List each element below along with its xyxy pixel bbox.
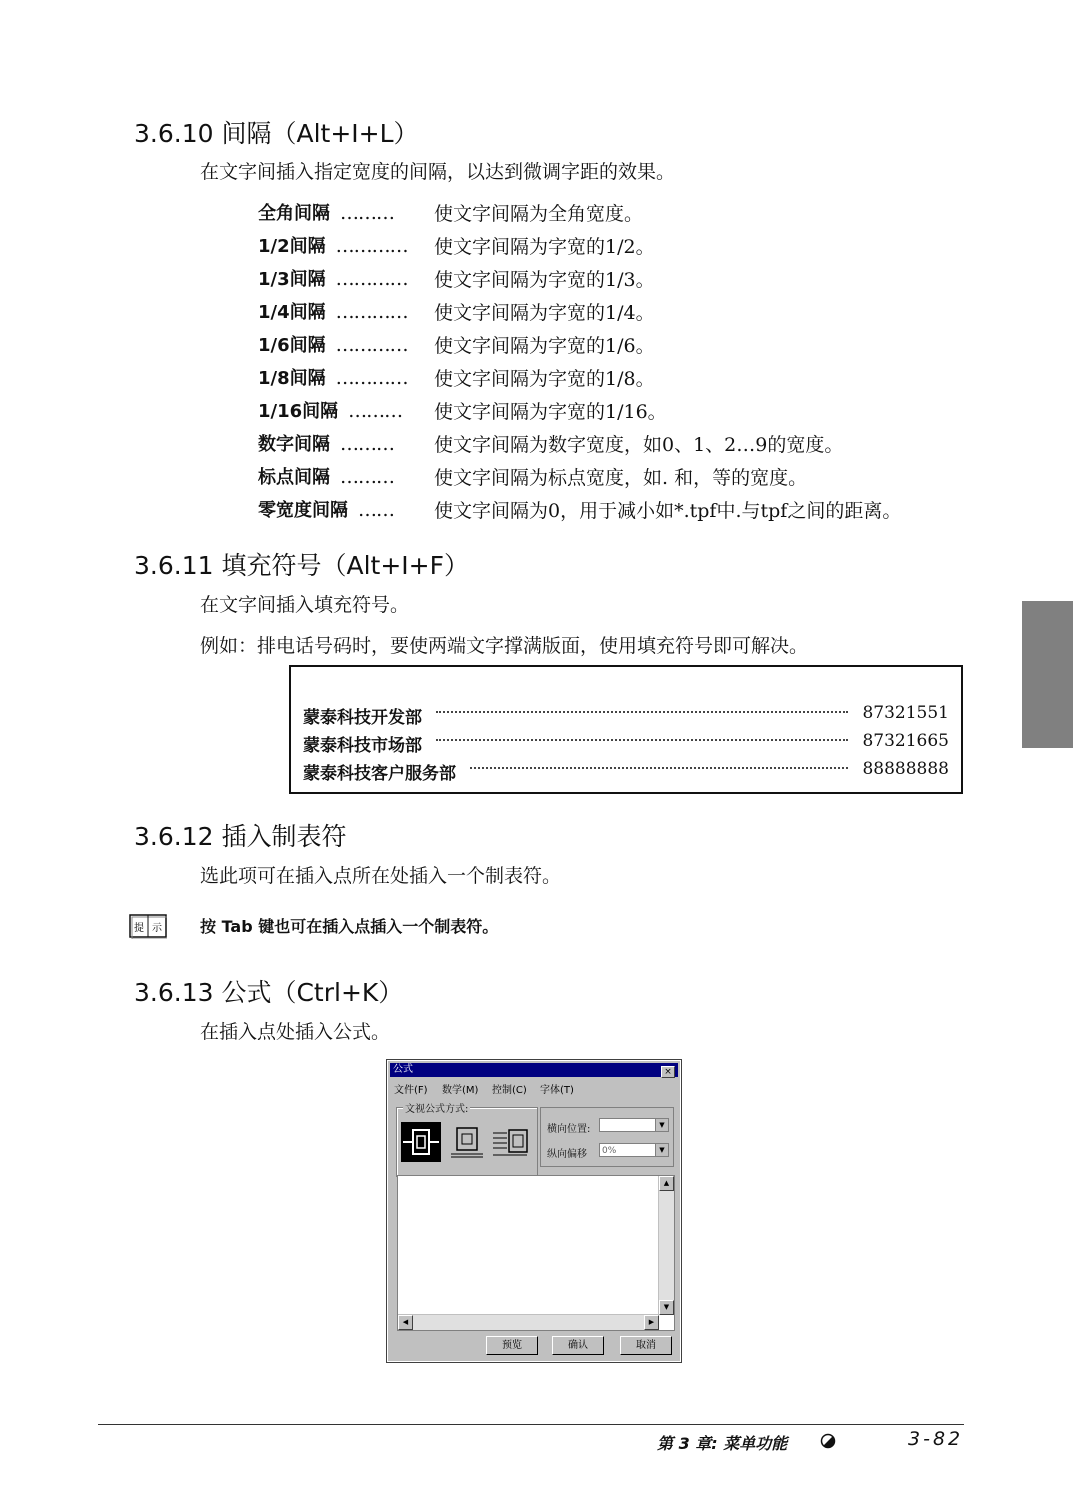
- definition-row: [258, 496, 902, 522]
- heading-3-6-13: 3.6.13 公式（Ctrl+K）: [134, 978, 404, 1007]
- preview-button[interactable]: 预览: [486, 1336, 538, 1355]
- formula-style-group: [396, 1104, 538, 1177]
- scroll-up-icon[interactable]: ▲: [659, 1176, 674, 1191]
- vertical-offset-value: 0%: [602, 1146, 617, 1156]
- fill-row: [303, 731, 949, 755]
- style-inline-icon[interactable]: [401, 1122, 441, 1162]
- tip-icon-char-1: 提: [134, 923, 144, 934]
- menu-control[interactable]: 控制(C): [492, 1085, 527, 1096]
- style-block-icon[interactable]: [447, 1122, 487, 1162]
- leader-dots: [436, 737, 848, 741]
- cancel-button[interactable]: 取消: [620, 1336, 672, 1355]
- position-group: [540, 1107, 674, 1167]
- dialog-title: 公式: [393, 1064, 413, 1075]
- footer-half-circle-icon: [820, 1433, 836, 1449]
- definition-leader-dots: …………: [335, 301, 408, 323]
- definition-row: [258, 331, 655, 357]
- chevron-down-icon[interactable]: ▼: [655, 1144, 668, 1156]
- definition-leader-dots: …………: [335, 268, 408, 290]
- intro-3-6-10: 在文字间插入指定宽度的间隔，以达到微调字距的效果。: [200, 161, 676, 183]
- phone-number: 87321665: [862, 731, 949, 751]
- definition-term: 1/6间隔: [258, 335, 326, 356]
- definition-leader-dots: ……: [358, 499, 394, 521]
- heading-3-6-12: 3.6.12 插入制表符: [134, 822, 347, 851]
- definition-term: 全角间隔: [258, 203, 330, 224]
- definition-term: 1/3间隔: [258, 269, 326, 290]
- definition-leader-dots: ………: [340, 466, 394, 488]
- definition-description: 使文字间隔为标点宽度，如. 和，等的宽度。: [434, 467, 808, 489]
- definition-term: 1/4间隔: [258, 302, 326, 323]
- phone-number: 87321551: [862, 703, 949, 723]
- paragraph-formula: 在插入点处插入公式。: [200, 1021, 391, 1043]
- definition-description: 使文字间隔为字宽的1/3。: [434, 269, 655, 291]
- scroll-down-icon[interactable]: ▼: [659, 1300, 674, 1315]
- leader-dots: [470, 765, 848, 769]
- horizontal-scrollbar[interactable]: [398, 1314, 659, 1330]
- definition-row: [258, 232, 655, 258]
- menu-file[interactable]: 文件(F): [394, 1085, 428, 1096]
- definition-leader-dots: …………: [335, 235, 408, 257]
- dialog-title-bar: [390, 1063, 678, 1077]
- definition-description: 使文字间隔为字宽的1/8。: [434, 368, 655, 390]
- paragraph-tab: 选此项可在插入点所在处插入一个制表符。: [200, 865, 562, 887]
- definition-description: 使文字间隔为全角宽度。: [434, 203, 644, 225]
- definition-description: 使文字间隔为字宽的1/16。: [434, 401, 667, 423]
- definition-leader-dots: ………: [340, 202, 394, 224]
- style-wrap-icon[interactable]: [491, 1122, 531, 1162]
- ok-button[interactable]: 确认: [552, 1336, 604, 1355]
- phone-number: 88888888: [862, 759, 949, 779]
- chapter-side-tab: [1022, 601, 1073, 748]
- footer-chapter: 第 3 章: 菜单功能: [657, 1434, 788, 1453]
- menu-math[interactable]: 数学(M): [442, 1085, 479, 1096]
- close-icon[interactable]: ×: [661, 1066, 675, 1078]
- horizontal-position-combo[interactable]: [599, 1118, 669, 1132]
- definition-leader-dots: ………: [348, 400, 403, 422]
- scroll-left-icon[interactable]: ◀: [398, 1315, 413, 1330]
- definition-term: 1/16间隔: [258, 401, 339, 422]
- fill-row: [303, 759, 949, 783]
- definition-row: [258, 298, 655, 324]
- definition-description: 使文字间隔为字宽的1/4。: [434, 302, 655, 324]
- definition-row: [258, 397, 667, 423]
- tip-text: 按 Tab 键也可在插入点插入一个制表符。: [200, 917, 499, 936]
- horizontal-position-label: 横向位置:: [547, 1124, 591, 1135]
- formula-editor-area[interactable]: [397, 1175, 675, 1331]
- definition-row: [258, 265, 655, 291]
- definition-row: [258, 463, 808, 489]
- definition-leader-dots: …………: [335, 334, 408, 356]
- definition-description: 使文字间隔为字宽的1/6。: [434, 335, 655, 357]
- fill-row: [303, 703, 949, 727]
- vertical-scrollbar[interactable]: [658, 1176, 674, 1315]
- definition-term: 1/2间隔: [258, 236, 326, 257]
- vertical-offset-label: 纵向偏移: [547, 1149, 587, 1160]
- definition-term: 1/8间隔: [258, 368, 326, 389]
- leader-dots: [436, 709, 848, 713]
- formula-style-label: 文视公式方式:: [403, 1100, 470, 1115]
- paragraph-fill-2: 例如：排电话号码时，要使两端文字撑满版面，使用填充符号即可解决。: [200, 635, 809, 657]
- definition-leader-dots: ………: [340, 433, 394, 455]
- footer-rule: [98, 1424, 964, 1425]
- definition-term: 数字间隔: [258, 434, 330, 455]
- definition-leader-dots: …………: [335, 367, 408, 389]
- menu-font[interactable]: 字体(T): [540, 1085, 574, 1096]
- tip-icon-char-2: 示: [152, 923, 162, 934]
- definition-term: 标点间隔: [258, 467, 330, 488]
- scroll-right-icon[interactable]: ▶: [644, 1315, 659, 1330]
- definition-description: 使文字间隔为0，用于减小如*.tpf中.与tpf之间的距离。: [434, 500, 902, 522]
- department-name: 蒙泰科技开发部: [303, 708, 422, 728]
- department-name: 蒙泰科技客户服务部: [303, 764, 456, 784]
- definition-term: 零宽度间隔: [258, 500, 348, 521]
- formula-dialog: [387, 1060, 681, 1362]
- definition-row: [258, 430, 844, 456]
- chevron-down-icon[interactable]: ▼: [655, 1119, 668, 1131]
- fill-example-box: [289, 665, 963, 794]
- heading-3-6-10: 3.6.10 间隔（Alt+I+L）: [134, 119, 419, 148]
- definition-row: [258, 364, 655, 390]
- vertical-offset-combo[interactable]: [599, 1143, 669, 1157]
- definition-description: 使文字间隔为数字宽度，如0、1、2…9的宽度。: [434, 434, 844, 456]
- paragraph-fill-1: 在文字间插入填充符号。: [200, 594, 410, 616]
- definition-row: [258, 199, 644, 225]
- tip-icon: [129, 913, 167, 939]
- heading-3-6-11: 3.6.11 填充符号（Alt+I+F）: [134, 551, 469, 580]
- page-number: 3-82: [908, 1428, 964, 1450]
- definition-description: 使文字间隔为字宽的1/2。: [434, 236, 655, 258]
- department-name: 蒙泰科技市场部: [303, 736, 422, 756]
